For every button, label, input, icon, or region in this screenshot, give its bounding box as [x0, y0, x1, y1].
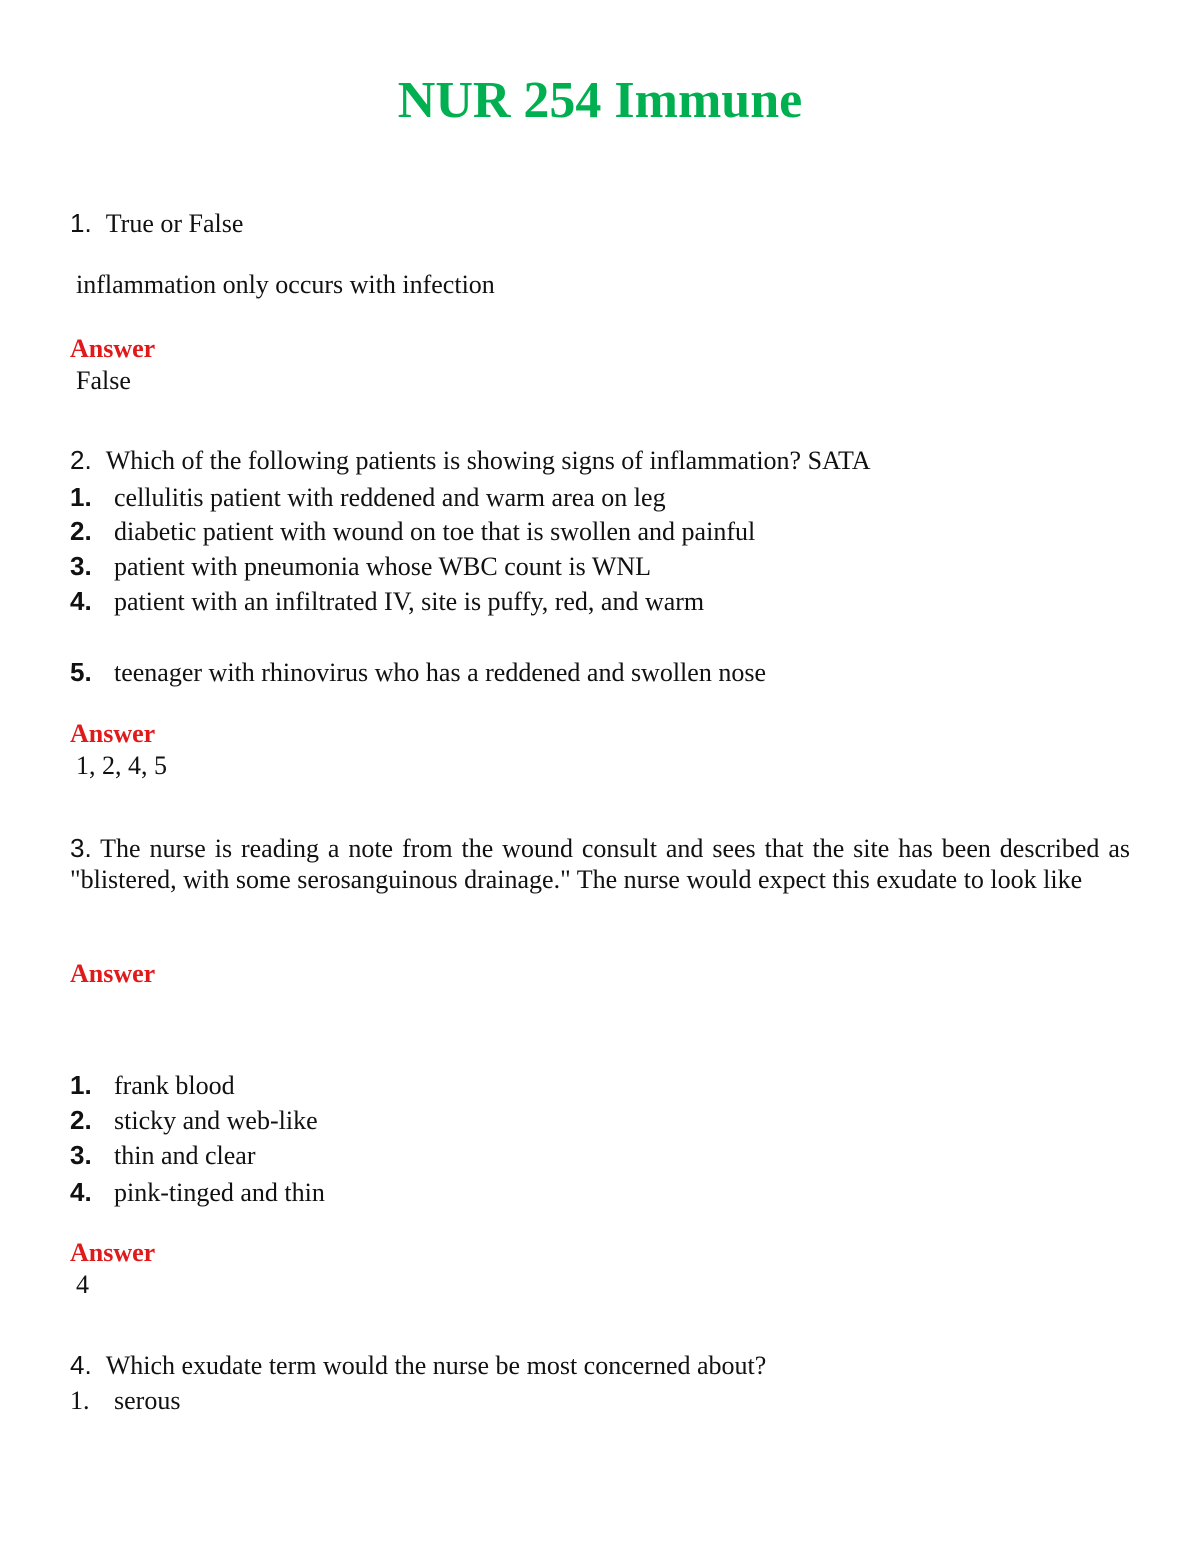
question-3-prompt: The nurse is reading a note from the wound consult and sees that the site has been described as "blistered, with some serosanguinous drainage." The nurse would expect this exudate to look like: [70, 834, 1130, 894]
question-2-option: [70, 481, 666, 513]
question-4-prompt: Which exudate term would the nurse be most concerned about?: [105, 1351, 767, 1380]
question-2-prompt: Which of the following patients is showing signs of inflammation? SATA: [105, 446, 871, 475]
answer-label: Answer: [70, 1238, 156, 1267]
question-1-prompt: True or False: [105, 209, 244, 238]
option-text: diabetic patient with wound on toe that is swollen and painful: [114, 517, 756, 546]
answer-label: Answer: [70, 959, 156, 988]
question-3-number: 3.: [70, 833, 92, 863]
question-2-option: [70, 656, 766, 688]
question-4-option: [70, 1385, 180, 1417]
question-3-option: [70, 1069, 235, 1101]
option-number: 2.: [70, 1105, 92, 1135]
question-1-statement: inflammation only occurs with infection: [76, 270, 495, 299]
question-2-option: [70, 550, 651, 582]
question-3-option: [70, 1104, 318, 1136]
page-title: NUR 254 Immune: [397, 72, 803, 129]
option-text: patient with pneumonia whose WBC count is WNL: [114, 552, 652, 581]
option-number: 3.: [70, 1140, 92, 1170]
question-1-number: 1.: [70, 208, 92, 238]
option-text: thin and clear: [114, 1141, 256, 1170]
question-3-option: [70, 1139, 256, 1171]
option-number: 1.: [70, 482, 92, 512]
question-3-header: [70, 833, 1130, 895]
option-text: patient with an infiltrated IV, site is puffy, red, and warm: [114, 587, 705, 616]
option-number: 4.: [70, 586, 92, 616]
option-number: 1.: [70, 1070, 92, 1100]
question-3-option: [70, 1176, 325, 1208]
question-2-number: 2.: [70, 445, 92, 475]
question-2-option: [70, 585, 704, 617]
question-3-answer: 4: [76, 1270, 89, 1299]
question-4-header: [70, 1350, 766, 1381]
question-2-answer: 1, 2, 4, 5: [76, 751, 167, 780]
question-1-answer: False: [76, 366, 131, 395]
option-number: 5.: [70, 657, 92, 687]
option-number: 3.: [70, 551, 92, 581]
answer-label: Answer: [70, 719, 156, 748]
option-text: serous: [114, 1386, 181, 1415]
option-number: 2.: [70, 516, 92, 546]
answer-label: Answer: [70, 334, 156, 363]
question-2-header: [70, 445, 871, 476]
option-number: 1.: [70, 1386, 90, 1415]
option-text: pink-tinged and thin: [114, 1178, 325, 1207]
question-1-header: [70, 208, 243, 239]
question-2-option: [70, 515, 755, 547]
option-number: 4.: [70, 1177, 92, 1207]
question-4-number: 4.: [70, 1350, 92, 1380]
option-text: frank blood: [114, 1071, 235, 1100]
option-text: teenager with rhinovirus who has a reddened and swollen nose: [114, 658, 766, 687]
option-text: sticky and web-like: [114, 1106, 318, 1135]
option-text: cellulitis patient with reddened and warm area on leg: [114, 483, 666, 512]
